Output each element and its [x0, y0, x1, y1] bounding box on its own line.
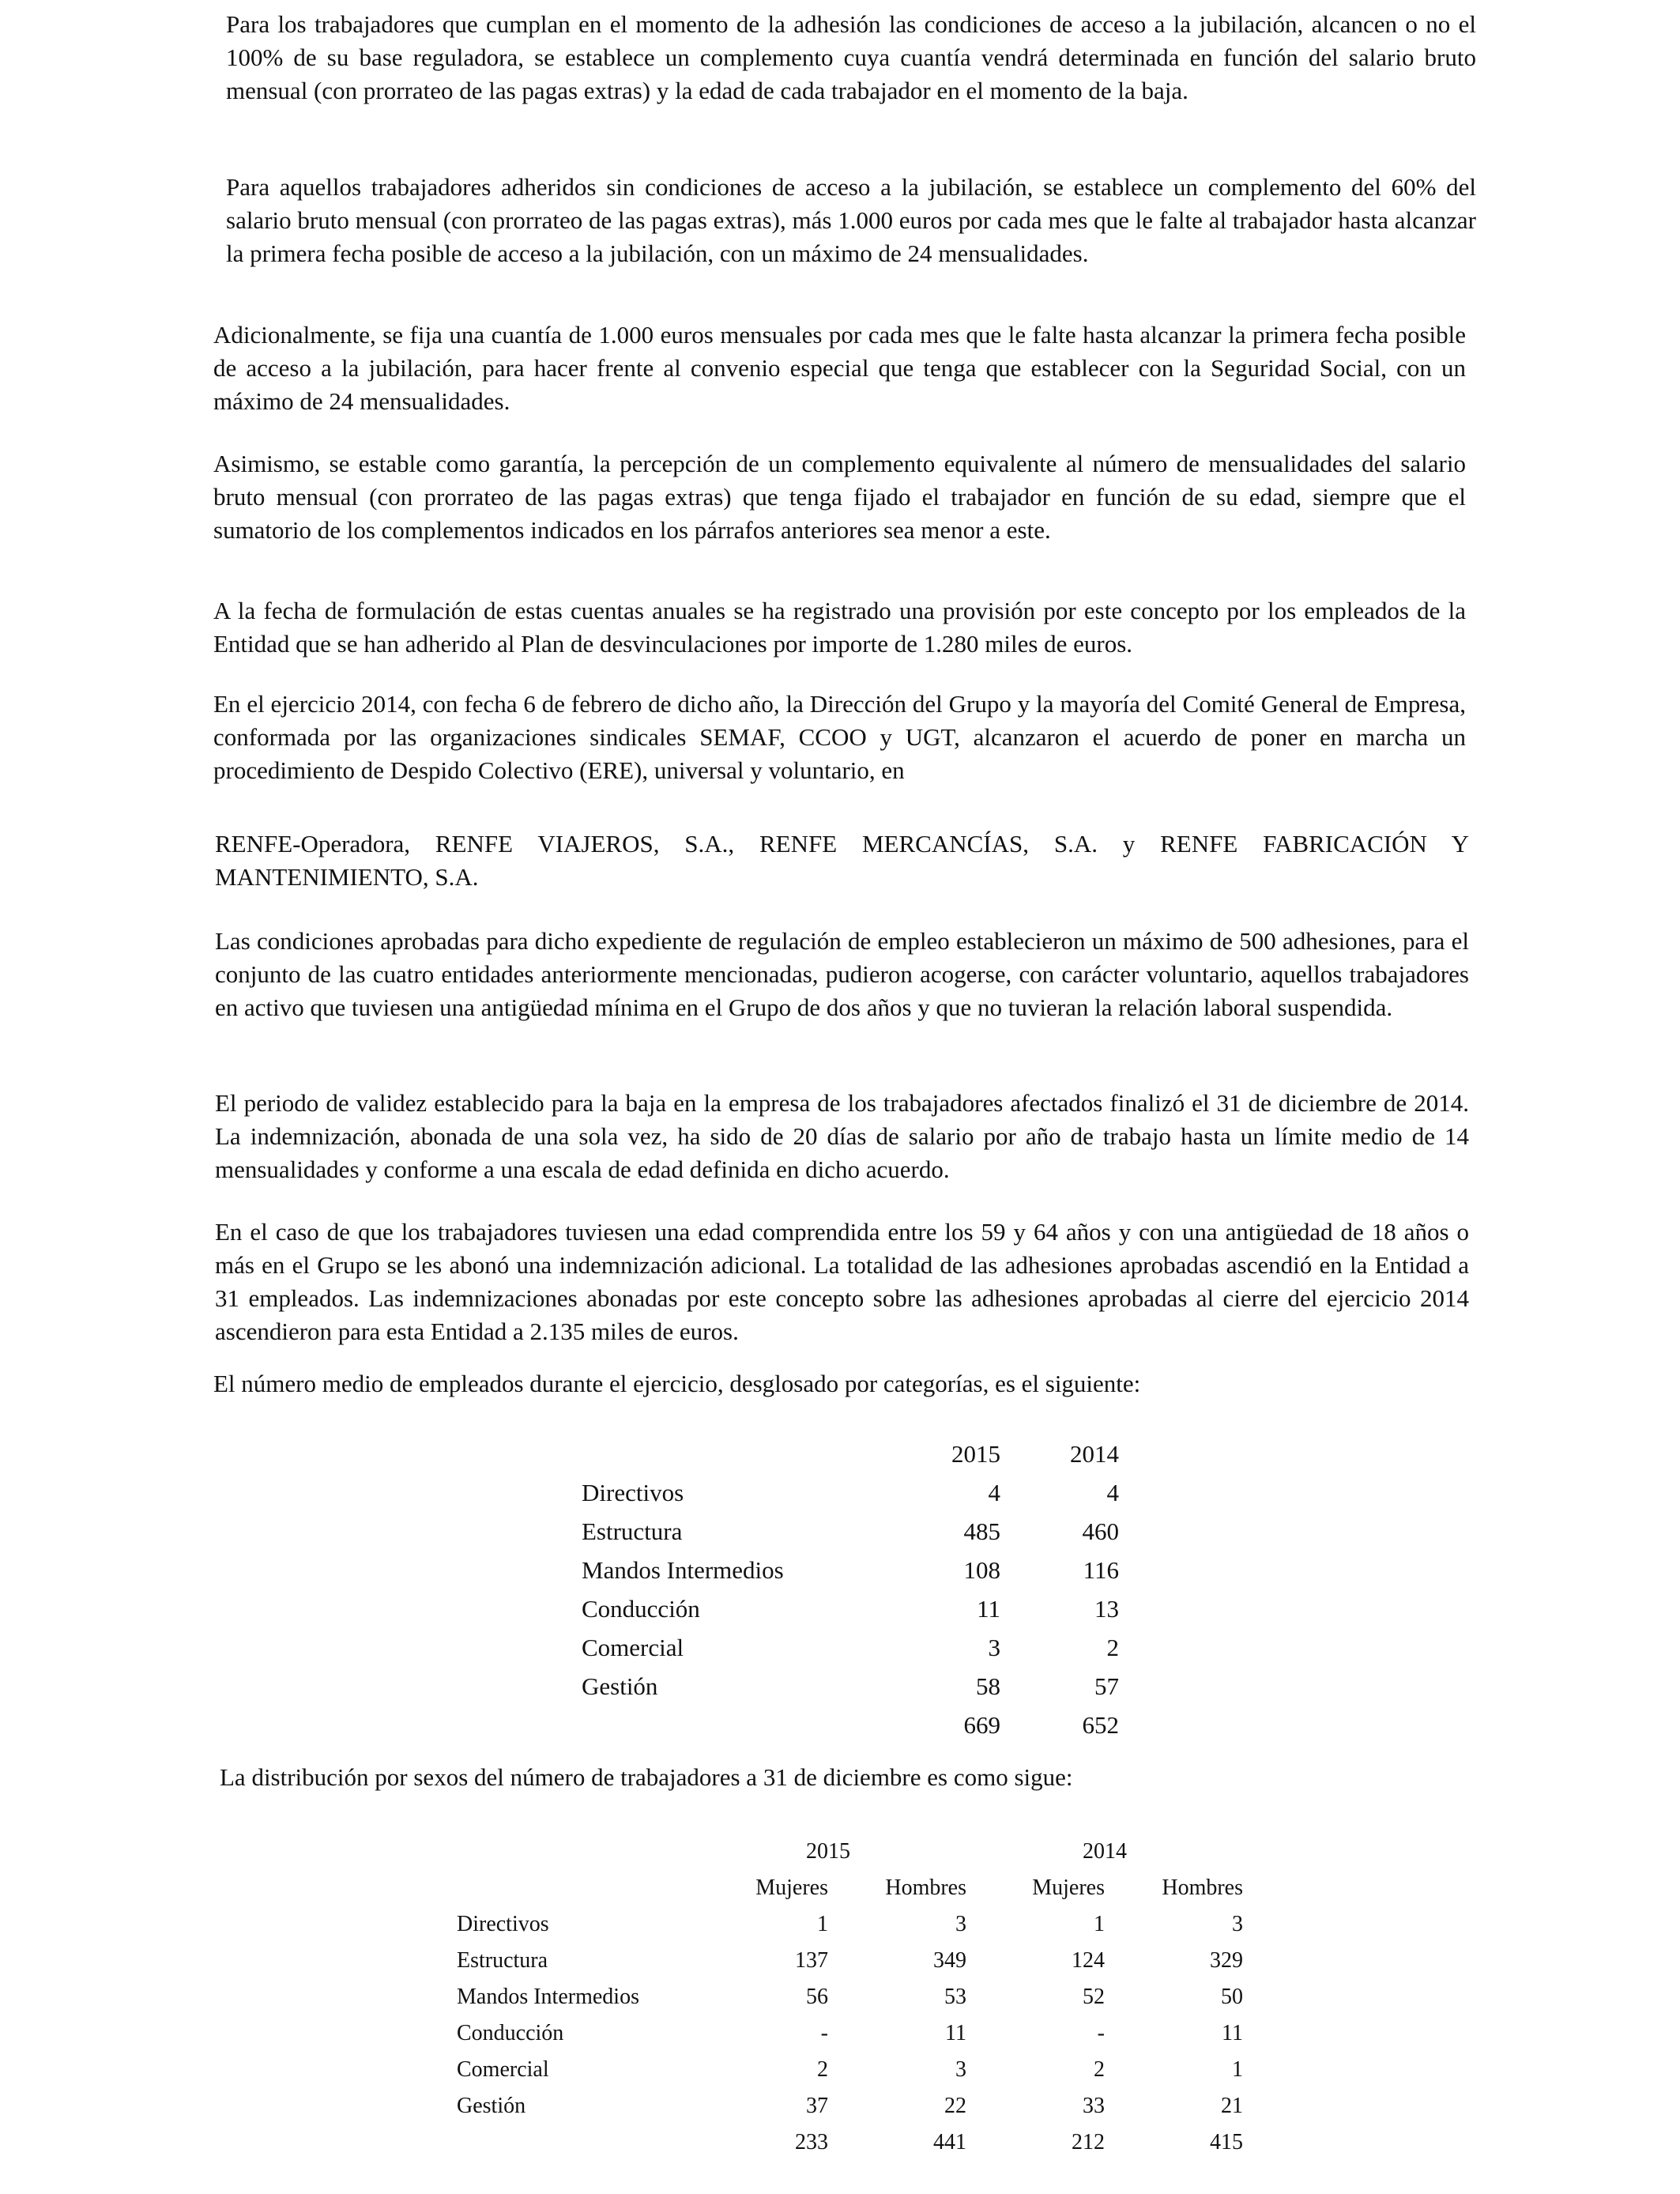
cell-mujeres-2015: 2 [817, 2057, 828, 2082]
row-label: Estructura [457, 1948, 548, 1973]
row-label: Conducción [457, 2021, 564, 2045]
table-row [582, 1589, 1119, 1628]
cell-mujeres-2014: - [1097, 2021, 1105, 2045]
table-row [457, 2088, 1243, 2124]
cell-hombres-2014: 11 [1222, 2021, 1243, 2045]
cell-2014: 2 [1106, 1633, 1119, 1661]
row-label: Directivos [582, 1478, 684, 1506]
total-hombres-2015: 441 [933, 2130, 966, 2154]
column-header-mujeres-2015: Mujeres [755, 1875, 828, 1900]
cell-mujeres-2015: 137 [795, 1948, 828, 1973]
table-row [582, 1473, 1119, 1512]
column-header-hombres-2015: Hombres [885, 1875, 966, 1900]
column-header-hombres-2014: Hombres [1162, 1875, 1243, 1900]
column-header-2015: 2015 [806, 1839, 850, 1864]
cell-hombres-2015: 3 [955, 1912, 966, 1936]
table-row [582, 1551, 1119, 1589]
cell-hombres-2014: 50 [1221, 1985, 1243, 2009]
cell-mujeres-2014: 2 [1094, 2057, 1105, 2082]
cell-2015: 485 [963, 1517, 1000, 1545]
employees-by-gender-table [457, 1834, 1243, 2161]
cell-mujeres-2014: 124 [1072, 1948, 1105, 1973]
row-label: Conducción [582, 1594, 700, 1623]
cell-mujeres-2015: 37 [806, 2094, 828, 2118]
table-total-row [457, 2124, 1243, 2161]
cell-hombres-2014: 3 [1232, 1912, 1243, 1936]
cell-hombres-2015: 22 [944, 2094, 966, 2118]
table-year-header-row [457, 1834, 1243, 1870]
column-header-2014: 2014 [1083, 1839, 1127, 1864]
cell-hombres-2015: 53 [944, 1985, 966, 2009]
cell-mujeres-2015: 1 [817, 1912, 828, 1936]
cell-mujeres-2014: 52 [1083, 1985, 1105, 2009]
table-header-row [582, 1434, 1119, 1473]
table-row [582, 1628, 1119, 1667]
cell-2015: 108 [963, 1555, 1000, 1584]
paragraph-condiciones: Las condiciones aprobadas para dicho expediente de regulación de empleo establecieron un máximo de 500 adhesiones, para el conjunto de las cuatro entidades anteriormente mencionadas, pudieron acogerse, con carácter voluntario, aquellos trabajadores en activo que tuviesen una antigüedad mínima en el Grupo de dos años y que no tuvieran la relación laboral suspendida. [215, 927, 1469, 1021]
row-label: Gestión [582, 1672, 658, 1700]
row-label: Mandos Intermedios [457, 1985, 639, 2009]
column-header-2014: 2014 [1070, 1439, 1119, 1468]
total-2014: 652 [1082, 1710, 1119, 1739]
row-label: Gestión [457, 2094, 526, 2118]
cell-hombres-2015: 349 [933, 1948, 966, 1973]
table-row [582, 1667, 1119, 1706]
table-row [457, 2052, 1243, 2088]
cell-mujeres-2014: 33 [1083, 2094, 1105, 2118]
row-label: Mandos Intermedios [582, 1555, 784, 1584]
cell-hombres-2015: 11 [945, 2021, 966, 2045]
total-hombres-2014: 415 [1210, 2130, 1243, 2154]
employees-by-category-table [582, 1434, 1119, 1744]
total-mujeres-2015: 233 [795, 2130, 828, 2154]
cell-2015: 11 [977, 1594, 1000, 1623]
paragraph-indemnizacion-adicional: En el caso de que los trabajadores tuviesen una edad comprendida entre los 59 y 64 años y con una antigüedad de 18 años o más en el Grupo se les abonó una indemnización adicional. La totalidad de las adhesiones aprobadas ascendió en la Entidad a 31 empleados. Las indemnizaciones abonadas por este concepto sobre las adhesiones aprobadas al cierre del ejercicio 2014 ascendieron para esta Entidad a 2.135 miles de euros. [215, 1218, 1469, 1345]
row-label: Estructura [582, 1517, 683, 1545]
cell-2015: 4 [988, 1478, 1000, 1506]
cell-mujeres-2015: 56 [806, 1985, 828, 2009]
paragraph-provision: A la fecha de formulación de estas cuentas anuales se ha registrado una provisión por este concepto por los empleados de la Entidad que se han adherido al Plan de desvinculaciones por importe de 1.280 miles de euros. [213, 597, 1466, 658]
paragraph-complemento-jubilacion: Para los trabajadores que cumplan en el momento de la adhesión las condiciones de acceso a la jubilación, alcancen o no el 100% de su base reguladora, se establece un complemento cuya cuantía vendrá determinada en función del salario bruto mensual (con prorrateo de las pagas extras) y la edad de cada trabajador en el momento de la baja. [226, 10, 1476, 104]
cell-mujeres-2015: - [820, 2021, 828, 2045]
paragraph-entidades: RENFE-Operadora, RENFE VIAJEROS, S.A., RENFE MERCANCÍAS, S.A. y RENFE FABRICACIÓN Y MANTENIMIENTO, S.A. [215, 830, 1469, 891]
cell-2014: 57 [1094, 1672, 1119, 1700]
cell-2014: 4 [1106, 1478, 1119, 1506]
table-row [457, 2015, 1243, 2052]
cell-hombres-2014: 1 [1232, 2057, 1243, 2082]
cell-2014: 116 [1083, 1555, 1119, 1584]
row-label: Comercial [582, 1633, 684, 1661]
paragraph-numero-medio: El número medio de empleados durante el ejercicio, desglosado por categorías, es el siguiente: [213, 1370, 1141, 1397]
column-header-2015: 2015 [951, 1439, 1000, 1468]
cell-2015: 58 [976, 1672, 1000, 1700]
paragraph-distribucion-sexos: La distribución por sexos del número de trabajadores a 31 de diciembre es como sigue: [220, 1763, 1073, 1791]
row-label: Directivos [457, 1912, 549, 1936]
table-subheader-row [457, 1870, 1243, 1906]
cell-2015: 3 [988, 1633, 1000, 1661]
table-row [457, 1906, 1243, 1943]
cell-2014: 460 [1082, 1517, 1119, 1545]
table-row [582, 1512, 1119, 1551]
paragraph-convenio-especial: Adicionalmente, se fija una cuantía de 1.000 euros mensuales por cada mes que le falte hasta alcanzar la primera fecha posible de acceso a la jubilación, para hacer frente al convenio especial que tenga que establecer con la Seguridad Social, con un máximo de 24 mensualidades. [213, 321, 1466, 415]
paragraph-complemento-sin-acceso: Para aquellos trabajadores adheridos sin condiciones de acceso a la jubilación, se establece un complemento del 60% del salario bruto mensual (con prorrateo de las pagas extras), más 1.000 euros por cada mes que le falte al trabajador hasta alcanzar la primera fecha posible de acceso a la jubilación, con un máximo de 24 mensualidades. [226, 173, 1476, 267]
cell-mujeres-2014: 1 [1094, 1912, 1105, 1936]
cell-hombres-2014: 21 [1221, 2094, 1243, 2118]
table-row [457, 1979, 1243, 2015]
column-header-mujeres-2014: Mujeres [1032, 1875, 1105, 1900]
cell-hombres-2015: 3 [955, 2057, 966, 2082]
cell-2014: 13 [1094, 1594, 1119, 1623]
table-row [457, 1943, 1243, 1979]
cell-hombres-2014: 329 [1210, 1948, 1243, 1973]
total-2015: 669 [963, 1710, 1000, 1739]
paragraph-ejercicio-2014: En el ejercicio 2014, con fecha 6 de febrero de dicho año, la Dirección del Grupo y la mayoría del Comité General de Empresa, conformada por las organizaciones sindicales SEMAF, CCOO y UGT, alcanzaron el acuerdo de poner en marcha un procedimiento de Despido Colectivo (ERE), universal y voluntario, en [213, 690, 1466, 784]
row-label: Comercial [457, 2057, 549, 2082]
table-total-row [582, 1706, 1119, 1744]
paragraph-periodo-validez: El periodo de validez establecido para la baja en la empresa de los trabajadores afectados finalizó el 31 de diciembre de 2014. La indemnización, abonada de una sola vez, ha sido de 20 días de salario por año de trabajo hasta un límite medio de 14 mensualidades y conforme a una escala de edad definida en dicho acuerdo. [215, 1089, 1469, 1183]
paragraph-garantia: Asimismo, se estable como garantía, la percepción de un complemento equivalente al número de mensualidades del salario bruto mensual (con prorrateo de las pagas extras) que tenga fijado el trabajador en función de su edad, siempre que el sumatorio de los complementos indicados en los párrafos anteriores sea menor a este. [213, 450, 1466, 544]
total-mujeres-2014: 212 [1072, 2130, 1105, 2154]
